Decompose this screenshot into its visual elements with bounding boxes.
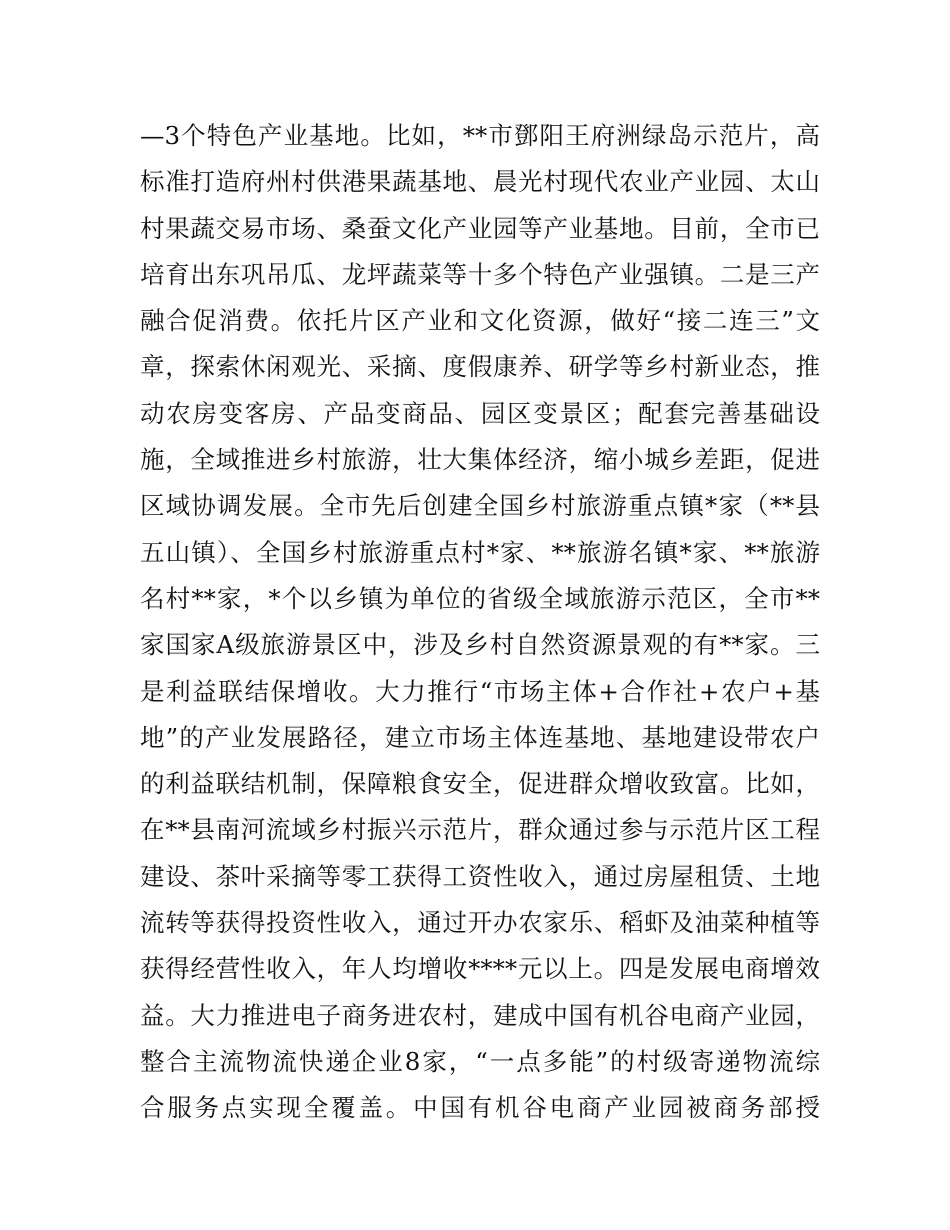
text-line: 合服务点实现全覆盖。中国有机谷电商产业园被商务部授 xyxy=(140,1093,820,1123)
text-line: 名村**家，*个以乡镇为单位的省级全域旅游示范区，全市** xyxy=(140,583,820,613)
text-line: 融合促消费。依托片区产业和文化资源，做好“接二连三”文 xyxy=(140,306,820,336)
text-line: 在**县南河流域乡村振兴示范片，群众通过参与示范片区工程 xyxy=(140,815,820,845)
text-line: 流转等获得投资性收入，通过开办农家乐、稻虾及油菜种植等 xyxy=(140,908,820,938)
text-line: 培育出东巩吊瓜、龙坪蔬菜等十多个特色产业强镇。二是三产 xyxy=(140,259,820,289)
text-line: 区域协调发展。全市先后创建全国乡村旅游重点镇*家（**县 xyxy=(140,491,820,521)
text-line: 家国家A级旅游景区中，涉及乡村自然资源景观的有**家。三 xyxy=(140,630,820,660)
text-line: 地”的产业发展路径，建立市场主体连基地、基地建设带农户 xyxy=(140,722,820,752)
text-line: 章，探索休闲观光、采摘、度假康养、研学等乡村新业态，推 xyxy=(140,352,820,382)
text-line: 是利益联结保增收。大力推行“市场主体+合作社+农户+基 xyxy=(140,676,820,706)
text-line: 益。大力推进电子商务进农村，建成中国有机谷电商产业园， xyxy=(140,1000,820,1030)
text-line: 整合主流物流快递企业8家，“一点多能”的村级寄递物流综 xyxy=(140,1046,820,1076)
text-line: 动农房变客房、产品变商品、园区变景区；配套完善基础设 xyxy=(140,398,820,428)
body-paragraph xyxy=(140,113,820,1132)
text-line: 建设、茶叶采摘等零工获得工资性收入，通过房屋租赁、土地 xyxy=(140,861,820,891)
text-line: 标准打造府州村供港果蔬基地、晨光村现代农业产业园、太山 xyxy=(140,167,820,197)
text-line: —3个特色产业基地。比如，**市鄧阳王府洲绿岛示范片，高 xyxy=(140,121,820,150)
text-line: 的利益联结机制，保障粮食安全，促进群众增收致富。比如， xyxy=(140,769,820,799)
text-line: 村果蔬交易市场、桑蚕文化产业园等产业基地。目前，全市已 xyxy=(140,213,820,243)
text-line: 五山镇）、全国乡村旅游重点村*家、**旅游名镇*家、**旅游 xyxy=(140,537,820,567)
text-line: 施，全域推进乡村旅游，壮大集体经济，缩小城乡差距，促进 xyxy=(140,445,820,475)
text-line: 获得经营性收入，年人均增收****元以上。四是发展电商增效 xyxy=(140,954,820,984)
